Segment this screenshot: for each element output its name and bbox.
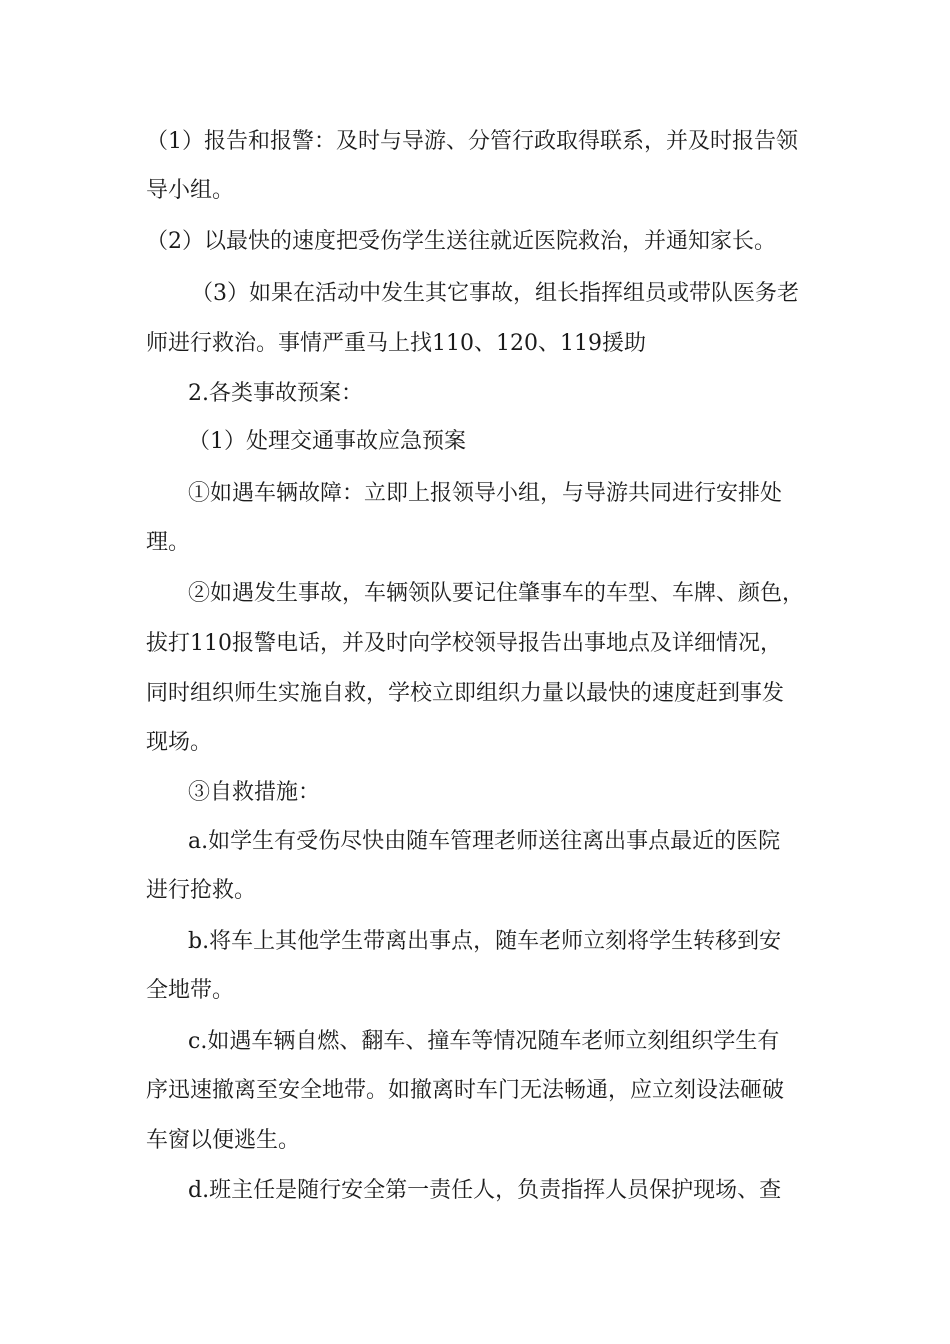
text-line: 进行抢救。 [146,878,257,903]
text-line: 同时组织师生实施自救，学校立即组织力量以最快的速度赶到事发 [146,681,785,706]
text-line: （1）报告和报警：及时与导游、分管行政取得联系，并及时报告领 [146,129,798,154]
text-line: （1）处理交通事故应急预案 [188,429,466,454]
text-line: ②如遇发生事故，车辆领队要记住肇事车的车型、车牌、颜色， [188,581,805,606]
text-line: （2）以最快的速度把受伤学生送往就近医院救治，并通知家长。 [146,229,776,254]
text-line: 序迅速撤离至安全地带。如撤离时车门无法畅通，应立刻设法砸破 [146,1078,785,1103]
text-line: 现场。 [146,730,213,755]
text-line: a.如学生有受伤尽快由随车管理老师送往离出事点最近的医院 [188,829,781,854]
text-line: 车窗以便逃生。 [146,1128,301,1153]
text-line: 导小组。 [146,178,235,203]
text-line: （3）如果在活动中发生其它事故，组长指挥组员或带队医务老 [191,281,799,306]
text-line: 全地带。 [146,978,235,1003]
text-line: c.如遇车辆自燃、翻车、撞车等情况随车老师立刻组织学生有 [188,1029,780,1054]
text-line: ①如遇车辆故障：立即上报领导小组，与导游共同进行安排处 [188,481,783,506]
text-line: 师进行救治。事情严重马上找110、120、119援助 [146,331,646,356]
text-line: 2.各类事故预案： [188,381,363,406]
text-line: 拔打110报警电话，并及时向学校领导报告出事地点及详细情况， [146,631,782,656]
text-line: d.班主任是随行安全第一责任人，负责指挥人员保护现场、查 [188,1178,782,1203]
text-line: ③自救措施： [188,780,321,805]
text-line: 理。 [146,530,191,555]
text-line: b.将车上其他学生带离出事点，随车老师立刻将学生转移到安 [188,929,782,954]
